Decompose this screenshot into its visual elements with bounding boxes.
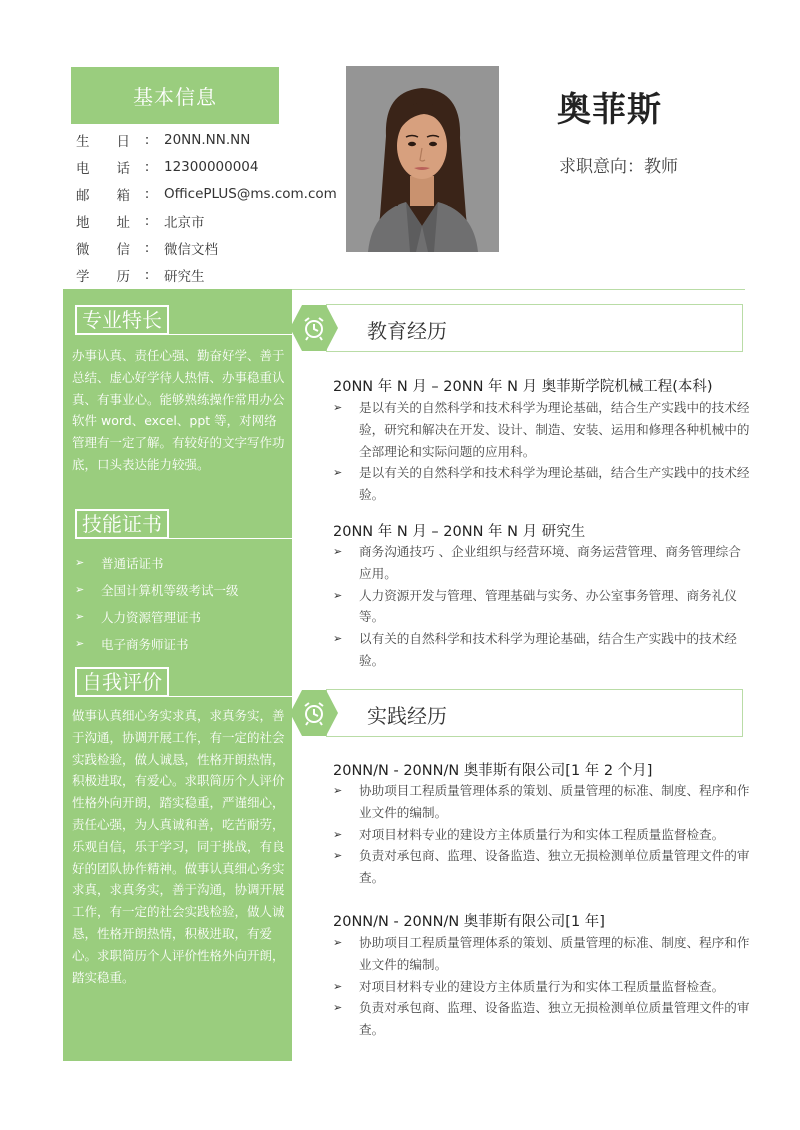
arrow-bullet-icon: ➢: [75, 610, 85, 623]
list-item: ➢ 负责对承包商、监理、设备监造、独立无损检测单位质量管理文件的审查。: [333, 997, 753, 1041]
info-colon: :: [144, 131, 150, 148]
certificate-name: 普通话证书: [101, 555, 164, 571]
arrow-bullet-icon: ➢: [333, 545, 343, 558]
list-item: [75, 576, 285, 603]
info-key: 生 日: [76, 133, 130, 150]
certificate-name: 人力资源管理证书: [101, 609, 202, 625]
practice-entry-1-heading: 20NN/N - 20NN/N 奥菲斯有限公司[1 年 2 个月]: [333, 763, 653, 779]
list-item: ➢ 是以有关的自然科学和技术科学为理论基础，结合生产实践中的技术经验。: [333, 462, 753, 506]
basic-info-list: [76, 126, 346, 288]
alarm-clock-icon: [290, 305, 338, 351]
list-item: ➢ 对项目材料专业的建设方主体质量行为和实体工程质量监督检查。: [333, 824, 753, 846]
info-key: 地 址: [76, 214, 130, 231]
info-key: 学 历: [76, 268, 130, 285]
arrow-bullet-icon: ➢: [333, 401, 343, 414]
arrow-bullet-icon: ➢: [333, 1001, 343, 1015]
heading-rule: [169, 334, 292, 335]
info-row-address: [76, 207, 346, 234]
info-key: 邮 箱: [76, 187, 130, 204]
info-value: 微信文档: [164, 241, 218, 258]
info-row-wechat: [76, 234, 346, 261]
candidate-name: 奥菲斯: [557, 90, 662, 130]
arrow-bullet-icon: ➢: [333, 632, 343, 646]
info-colon: :: [144, 266, 150, 283]
job-objective-value: 教师: [644, 157, 678, 177]
education-title: 教育经历: [367, 319, 447, 343]
job-objective-label: 求职意向：: [559, 157, 644, 177]
practice-entry-2-list: [333, 932, 753, 1041]
info-colon: :: [144, 239, 150, 256]
self-evaluation-text: 做事认真细心务实求真，求真务实，善于沟通，协调开展工作，有一定的社会实践检验，做人诚恳，性格开朗热情，积极进取，有爱心。求职简历个人评价性格外向开朗，踏实稳重，严谨细心，责任心强，为人真诚和善，吃苦耐劳，乐观自信，乐于学习，同于挑战，有良好的团队协作精神。做事认真细心务实求真，求真务实，善于沟通，协调开展工作，有一定的社会实践检验，做人诚恳，性格开朗热情，积极进取，有爱心。求职简历个人评价性格外向开朗，踏实稳重。: [72, 708, 285, 985]
list-item: ➢ 人力资源开发与管理、管理基础与实务、办公室事务管理、商务礼仪等。: [333, 585, 753, 629]
practice-entry-2-heading: 20NN/N - 20NN/N 奥菲斯有限公司[1 年]: [333, 914, 605, 930]
practice-entry-1-list: [333, 780, 753, 889]
certificate-name: 全国计算机等级考试一级: [101, 582, 239, 598]
job-objective: [559, 152, 678, 177]
info-key: 电 话: [76, 160, 130, 177]
arrow-bullet-icon: ➢: [333, 588, 343, 602]
list-item: ➢ 协助项目工程质量管理体系的策划、质量管理的标准、制度、程序和作业文件的编制。: [333, 932, 753, 976]
certificates-title: 技能证书: [75, 509, 169, 539]
list-item: ➢ 负责对承包商、监理、设备监造、独立无损检测单位质量管理文件的审查。: [333, 845, 753, 889]
info-row-email: [76, 180, 346, 207]
education-section-header: [290, 304, 745, 352]
list-item: ➢ 对项目材料专业的建设方主体质量行为和实体工程质量监督检查。: [333, 976, 753, 998]
portrait-illustration: [346, 66, 499, 252]
arrow-bullet-icon: ➢: [333, 979, 343, 993]
info-colon: :: [144, 158, 150, 175]
info-value: OfficePLUS@ms.com.com: [164, 185, 337, 202]
arrow-bullet-icon: ➢: [75, 556, 85, 569]
heading-rule: [169, 696, 292, 697]
list-item: ➢ 是以有关的自然科学和技术科学为理论基础，结合生产实践中的技术经验，研究和解决在开发、设计、制造、安装、运用和修理各种机械中的全部理论和实际问题的应用科。: [333, 397, 753, 462]
info-value: 12300000004: [164, 158, 259, 175]
info-key: 微 信: [76, 241, 130, 258]
specialty-heading: [63, 305, 292, 335]
education-entry-1-heading: 20NN 年 N 月 – 20NN 年 N 月 奥菲斯学院机械工程(本科): [333, 379, 713, 395]
list-item: ➢ 商务沟通技巧 、企业组织与经营环境、商务运营管理、商务管理综合应用。: [333, 541, 753, 585]
education-entry-1-list: [333, 397, 753, 506]
arrow-bullet-icon: ➢: [333, 936, 343, 949]
self-evaluation-title: 自我评价: [75, 667, 169, 697]
alarm-clock-icon: [290, 690, 338, 736]
info-value: 20NN.NN.NN: [164, 131, 251, 148]
specialty-text: 办事认真、责任心强、勤奋好学、善于总结、虚心好学待人热情、办事稳重认真、有事业心。能够熟练操作常用办公软件 word、excel、ppt 等，对网络管理有一定了解。有较好的文字写作功底，口头表达能力较强。: [72, 348, 285, 472]
education-entry-2-heading: 20NN 年 N 月 – 20NN 年 N 月 研究生: [333, 524, 586, 540]
info-colon: :: [144, 185, 150, 202]
list-item: [75, 603, 285, 630]
list-item: ➢ 以有关的自然科学和技术科学为理论基础，结合生产实践中的技术经验。: [333, 628, 753, 672]
basic-info-title: 基本信息: [71, 67, 279, 124]
info-colon: :: [144, 212, 150, 229]
info-row-phone: [76, 153, 346, 180]
info-row-birthday: [76, 126, 346, 153]
header-divider: [290, 289, 745, 290]
arrow-bullet-icon: ➢: [333, 849, 343, 863]
list-item: [75, 549, 285, 576]
info-value: 北京市: [164, 214, 205, 231]
self-evaluation-heading: [63, 667, 292, 697]
list-item: ➢ 协助项目工程质量管理体系的策划、质量管理的标准、制度、程序和作业文件的编制。: [333, 780, 753, 824]
certificates-list: [75, 549, 285, 657]
left-sidebar: [63, 289, 292, 1061]
profile-photo: [346, 66, 499, 252]
practice-section-header: [290, 689, 745, 737]
list-item: [75, 630, 285, 657]
education-entry-2-list: [333, 541, 753, 672]
arrow-bullet-icon: ➢: [75, 583, 85, 596]
arrow-bullet-icon: ➢: [333, 827, 343, 841]
arrow-bullet-icon: ➢: [333, 784, 343, 797]
info-row-education: [76, 261, 346, 288]
specialty-title: 专业特长: [75, 305, 169, 335]
info-value: 研究生: [164, 268, 205, 285]
practice-title: 实践经历: [367, 704, 447, 728]
certificates-heading: [63, 509, 292, 539]
arrow-bullet-icon: ➢: [75, 637, 85, 650]
heading-rule: [169, 538, 292, 539]
arrow-bullet-icon: ➢: [333, 466, 343, 480]
certificate-name: 电子商务师证书: [101, 636, 189, 652]
